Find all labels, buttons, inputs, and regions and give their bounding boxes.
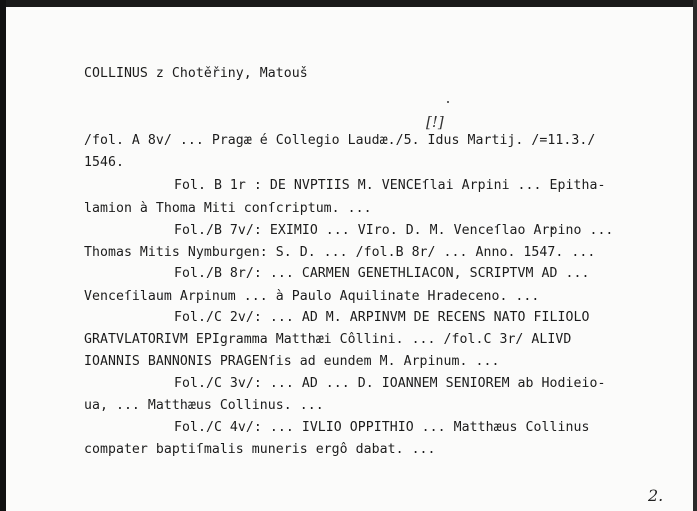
- scan-border-left: [0, 0, 6, 511]
- scan-border-right: [693, 0, 697, 511]
- handwritten-annotation: [!]: [426, 113, 444, 131]
- scan-border-top: [0, 0, 697, 7]
- text-line: /fol. A 8v/ ... Pragæ é Collegio Laudæ./5. Idus Martij. /=11.3./: [84, 133, 596, 148]
- text-line: Fol./B 8r/: ... CARMEN GENETHLIACON, SCRIPTVM AD ...: [174, 266, 590, 281]
- text-line: compater baptiſmalis muneris ergô dabat. ...: [84, 442, 436, 457]
- text-line: Fol./C 3v/: ... AD ... D. IOANNEM SENIOREM ab Hodieio-: [174, 376, 606, 391]
- text-line: Fol./C 2v/: ... AD M. ARPINVM DE RECENS NATO FILIOLO: [174, 310, 590, 325]
- ink-speck: [447, 101, 449, 103]
- text-line: Venceſilaum Arpinum ... à Paulo Aquilinate Hradeceno. ...: [84, 289, 540, 304]
- text-line: 1546.: [84, 155, 124, 170]
- text-line: lamion à Thoma Miti conſcriptum. ...: [84, 201, 372, 216]
- text-line: ua, ... Matthæus Collinus. ...: [84, 398, 324, 413]
- text-line: IOANNIS BANNONIS PRAGENſis ad eundem M. Arpinum. ...: [84, 354, 500, 369]
- page-number-mark: 2.: [648, 486, 664, 505]
- text-line: Fol. B 1r : DE NVPTIIS M. VENCEſlai Arpini ... Epitha-: [174, 178, 606, 193]
- card-heading: COLLINUS z Chotěřiny, Matouš: [84, 66, 308, 81]
- text-line: Thomas Mitis Nymburgen: S. D. ... /fol.B 8r/ ... Anno. 1547. ...: [84, 245, 596, 260]
- text-line: GRATVLATORIVM EPIgramma Matthæi Côllini. ... /fol.C 3r/ ALIVD: [84, 332, 572, 347]
- text-line: Fol./B 7v/: EXIMIO ... VIro. D. M. Venceſlao Arpino ...: [174, 223, 614, 238]
- text-line: Fol./C 4v/: ... IVLIO OPPITHIO ... Matthæus Collinus: [174, 420, 590, 435]
